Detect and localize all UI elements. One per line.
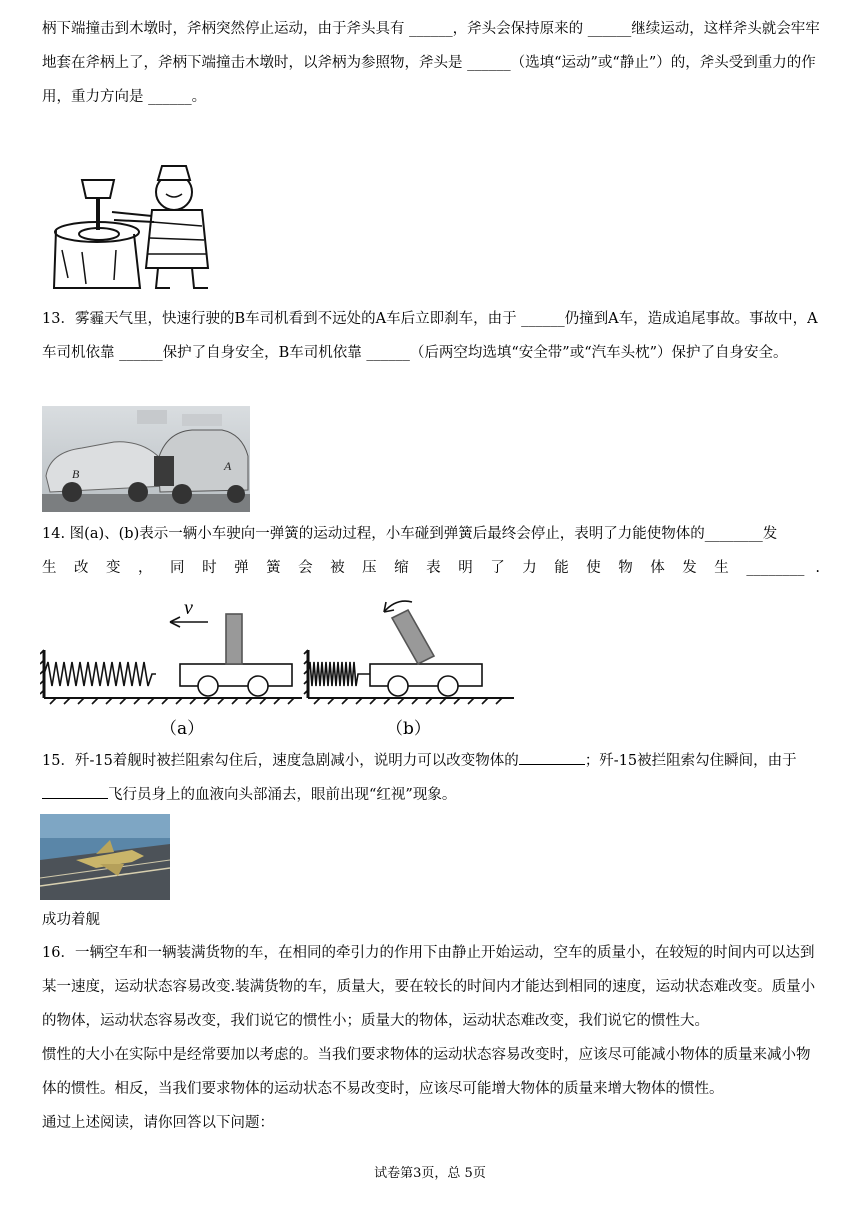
q13-text: 13．雾霾天气里，快速行驶的B车司机看到不远处的A车后立即刹车，由于 ______仍撞到A车，造成追尾事故。事故中，A车司机依靠 ______保护了自身安全，B车司机依靠 ______（后两空均选填“安全带”或“汽车头枕”）保护了自身安全。	[42, 311, 818, 361]
q15-text-after: 飞行员身上的血液向头部涌去，眼前出现“红视”现象。	[108, 787, 457, 803]
q14-line2: 生 改 变 ， 同 时 弹 簧 会 被 压 缩 表 明 了 力 能 使 物 体 发 生 ________ .	[42, 560, 820, 576]
q15-text-before: 15．歼-15着舰时被拦阻索勾住后，速度急剧减小，说明力可以改变物体的	[42, 753, 519, 769]
velocity-label: v	[184, 597, 193, 619]
car-label-a: A	[224, 459, 232, 473]
q16-para3: 通过上述阅读，请你回答以下问题：	[42, 1115, 274, 1131]
car-crash-photo	[42, 406, 250, 512]
q14-line1: 14. 图(a)、(b)表示一辆小车驶向一弹簧的运动过程，小车碰到弹簧后最终会停止，表明了力能使物体的________发	[42, 526, 778, 542]
q12-text: 柄下端撞击到木墩时，斧柄突然停止运动，由于斧头具有 ______，斧头会保持原来的 ______继续运动，这样斧头就会牢牢地套在斧柄上了，斧柄下端撞击木墩时，以斧柄为参照物，斧头是 ______（选填“运动”或“静止”）的，斧头受到重力的作用，重力方向是 ______。	[42, 21, 820, 105]
axe-cartoon-figure	[42, 150, 217, 292]
q15-text-mid: ；歼-15被拦阻索勾住瞬间，由于	[584, 753, 797, 769]
spring-cart-figure	[40, 594, 520, 744]
q15-text	[42, 744, 820, 812]
fig-a-label: （a）	[160, 719, 205, 739]
car-label-b: B	[72, 467, 80, 481]
q16-para1: 16．一辆空车和一辆装满货物的车，在相同的牵引力的作用下由静止开始运动，空车的质量小，在较短的时间内可以达到某一速度，运动状态容易改变.装满货物的车，质量大，要在较长的时间内才能达到相同的速度，运动状态难改变。质量小的物体，运动状态容易改变，我们说它的惯性小；质量大的物体，运动状态难改变，我们说它的惯性大。	[42, 945, 816, 1029]
jet-landing-photo	[40, 814, 170, 900]
page-footer: 试卷第3页，总 5页	[374, 1166, 486, 1181]
q16-para2: 惯性的大小在实际中是经常要加以考虑的。当我们要求物体的运动状态容易改变时，应该尽可能减小物体的质量来减小物体的惯性。相反，当我们要求物体的运动状态不易改变时，应该尽可能增大物体的质量来增大物体的惯性。	[42, 1047, 811, 1097]
jet-caption: 成功着舰	[42, 912, 100, 928]
fig-b-label: （b）	[386, 719, 431, 739]
